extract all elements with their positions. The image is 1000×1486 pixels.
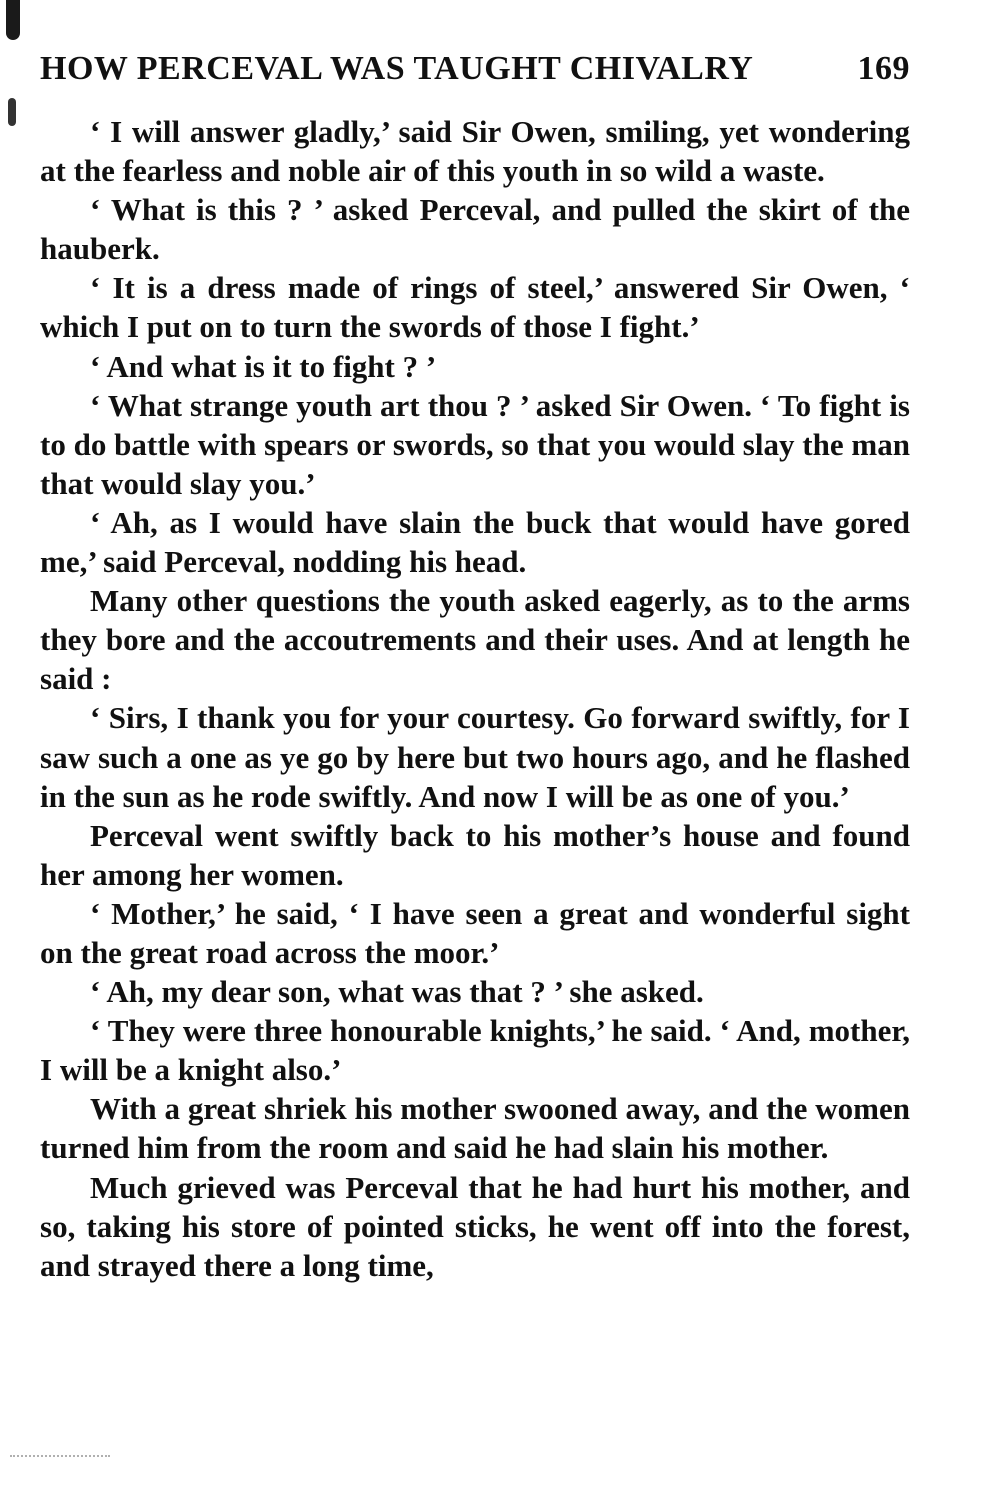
paragraph: With a great shriek his mother swooned away, and the women turned him from the room and said he had slain his mother.	[40, 1091, 910, 1166]
chapter-title: HOW PERCEVAL WAS TAUGHT CHIVALRY	[40, 50, 754, 87]
page-number: 169	[857, 50, 910, 87]
scan-mark-bottom	[10, 1455, 110, 1467]
paragraph: ‘ Mother,’ he said, ‘ I have seen a great and wonderful sight on the great road across the moor.’	[40, 895, 910, 970]
running-header	[40, 50, 910, 94]
body-text	[40, 112, 910, 1285]
paragraph: ‘ Ah, as I would have slain the buck that would have gored me,’ said Perceval, nodding his head.	[40, 504, 910, 580]
paragraph: ‘ I will answer gladly,’ said Sir Owen, smiling, yet wondering at the fearless and noble air of this youth in so wild a waste.	[40, 114, 910, 189]
paragraph: ‘ What is this ? ’ asked Perceval, and pulled the skirt of the hauberk.	[40, 192, 910, 267]
paragraph: ‘ Sirs, I thank you for your courtesy. Go forward swiftly, for I saw such a one as ye go by here but two hours ago, and he flashed in the sun as he rode swiftly. And now I will be as one of you.’	[40, 700, 910, 814]
paragraph: ‘ Ah, my dear son, what was that ? ’ she asked.	[90, 974, 704, 1010]
paragraph: Much grieved was Perceval that he had hurt his mother, and so, taking his store of pointed sticks, he went off into the forest, and strayed there a long time,	[40, 1169, 910, 1283]
paragraph: ‘ And what is it to fight ? ’	[90, 348, 437, 384]
paragraph: ‘ They were three honourable knights,’ he said. ‘ And, mother, I will be a knight also.’	[40, 1013, 910, 1088]
scan-mark-top	[6, 0, 20, 40]
paragraph: Perceval went swiftly back to his mother’s house and found her among her women.	[40, 817, 910, 892]
paragraph: ‘ What strange youth art thou ? ’ asked Sir Owen. ‘ To fight is to do battle with spears or swords, so that you would slay the man that would slay you.’	[40, 387, 910, 501]
scan-mark-side	[8, 98, 16, 126]
paragraph: Many other questions the youth asked eagerly, as to the arms they bore and the accoutrements and their uses. And at length he said :	[40, 583, 910, 697]
paragraph: ‘ It is a dress made of rings of steel,’ answered Sir Owen, ‘ which I put on to turn the swords of those I fight.’	[40, 270, 910, 345]
